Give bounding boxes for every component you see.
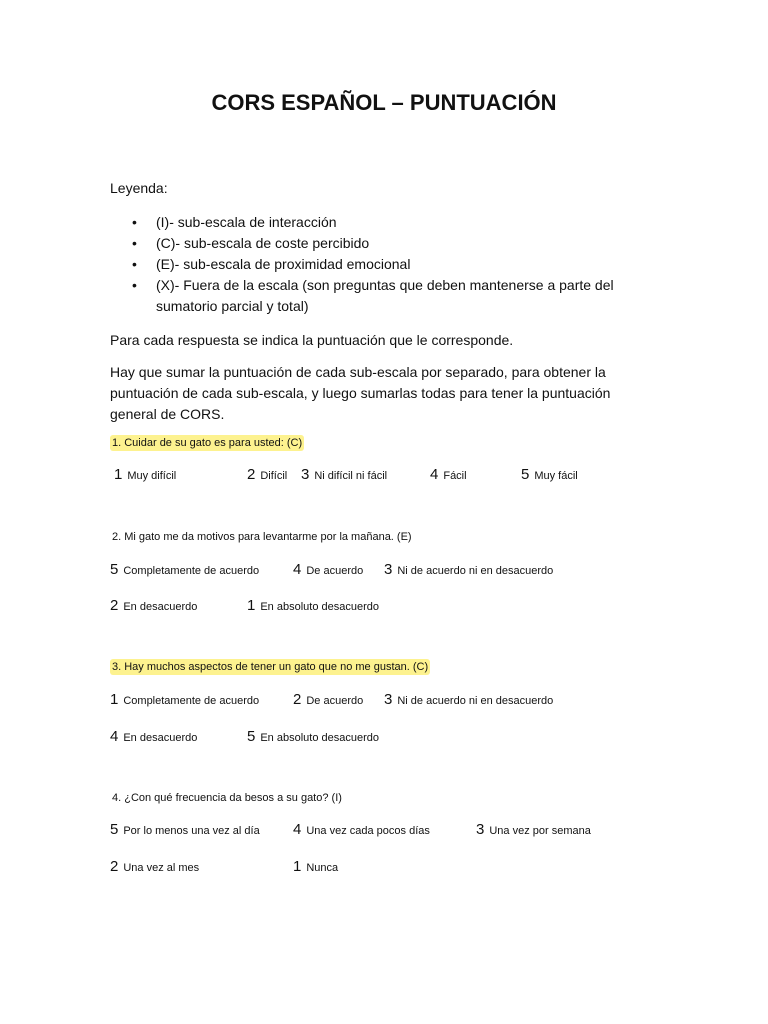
option-score: 4 [110, 728, 119, 745]
option-score: 1 [293, 858, 302, 875]
answer-option [476, 821, 591, 838]
legend-item [110, 212, 630, 233]
answer-option [110, 821, 260, 838]
legend-item-text: (E)- sub-escala de proximidad emocional [156, 256, 411, 272]
option-label: Una vez al mes [123, 862, 200, 874]
legend-item [110, 254, 630, 275]
question-4: 4. ¿Con qué frecuencia da besos a su gato? (I) [112, 792, 342, 804]
option-score: 1 [247, 597, 256, 614]
option-score: 5 [521, 466, 530, 483]
option-score: 3 [476, 821, 485, 838]
legend-item-text: (C)- sub-escala de coste percibido [156, 235, 370, 251]
question-2: 2. Mi gato me da motivos para levantarme por la mañana. (E) [112, 531, 412, 543]
option-label: Por lo menos una vez al día [123, 825, 260, 837]
option-label: Ni de acuerdo ni en desacuerdo [397, 695, 554, 707]
legend-item [110, 233, 630, 254]
bullet-icon: • [132, 277, 137, 293]
option-label: De acuerdo [306, 695, 364, 707]
option-label: De acuerdo [306, 565, 364, 577]
answer-option [110, 858, 199, 875]
option-label: En absoluto desacuerdo [260, 601, 379, 613]
bullet-icon: • [132, 256, 137, 272]
option-label: Ni difícil ni fácil [314, 470, 388, 482]
legend-heading: Leyenda: [110, 180, 168, 196]
option-score: 1 [110, 691, 119, 708]
option-score: 2 [110, 858, 119, 875]
answer-option [384, 691, 553, 708]
option-label: Una vez por semana [489, 825, 591, 837]
option-score: 1 [114, 466, 123, 483]
option-label: Ni de acuerdo ni en desacuerdo [397, 565, 554, 577]
answer-option [114, 466, 176, 483]
question-3: 3. Hay muchos aspectos de tener un gato que no me gustan. (C) [112, 661, 429, 673]
option-label: En desacuerdo [123, 601, 198, 613]
option-label: Difícil [260, 470, 288, 482]
answer-option [293, 858, 338, 875]
bullet-icon: • [132, 214, 137, 230]
option-label: Una vez cada pocos días [306, 825, 430, 837]
option-score: 3 [384, 561, 393, 578]
option-score: 2 [110, 597, 119, 614]
answer-option [247, 728, 379, 745]
answer-option [110, 691, 259, 708]
option-score: 5 [110, 821, 119, 838]
answer-option [110, 597, 197, 614]
option-score: 5 [247, 728, 256, 745]
option-label: Fácil [443, 470, 467, 482]
answer-option [293, 821, 430, 838]
option-score: 5 [110, 561, 119, 578]
option-label: Muy difícil [127, 470, 177, 482]
answer-option [384, 561, 553, 578]
option-score: 2 [293, 691, 302, 708]
option-label: Nunca [306, 862, 339, 874]
option-score: 3 [301, 466, 310, 483]
question-1: 1. Cuidar de su gato es para usted: (C) [112, 437, 303, 449]
option-score: 2 [247, 466, 256, 483]
legend-item-text: (I)- sub-escala de interacción [156, 214, 337, 230]
bullet-icon: • [132, 235, 137, 251]
option-score: 3 [384, 691, 393, 708]
answer-option [521, 466, 578, 483]
legend-item [110, 275, 630, 317]
legend-list [110, 212, 630, 317]
option-label: Completamente de acuerdo [123, 695, 260, 707]
page-title: CORS ESPAÑOL – PUNTUACIÓN [211, 90, 557, 115]
answer-option [110, 728, 197, 745]
option-label: Completamente de acuerdo [123, 565, 260, 577]
answer-option [293, 561, 363, 578]
option-label: En desacuerdo [123, 732, 198, 744]
answer-option [430, 466, 467, 483]
option-label: En absoluto desacuerdo [260, 732, 379, 744]
paragraph-instructions: Hay que sumar la puntuación de cada sub-escala por separado, para obtener la puntuación de cada sub-escala, y luego sumarlas todas para tener la puntuación general de CORS. [110, 364, 611, 422]
answer-option [247, 597, 379, 614]
answer-option [293, 691, 363, 708]
paragraph-scoring: Para cada respuesta se indica la puntuación que le corresponde. [110, 332, 514, 348]
option-label: Muy fácil [534, 470, 578, 482]
answer-option [110, 561, 259, 578]
option-score: 4 [430, 466, 439, 483]
option-score: 4 [293, 821, 302, 838]
option-score: 4 [293, 561, 302, 578]
legend-item-text: (X)- Fuera de la escala (son preguntas que deben mantenerse a parte del sumatorio parcial y total) [156, 277, 614, 314]
answer-option [247, 466, 287, 483]
answer-option [301, 466, 387, 483]
